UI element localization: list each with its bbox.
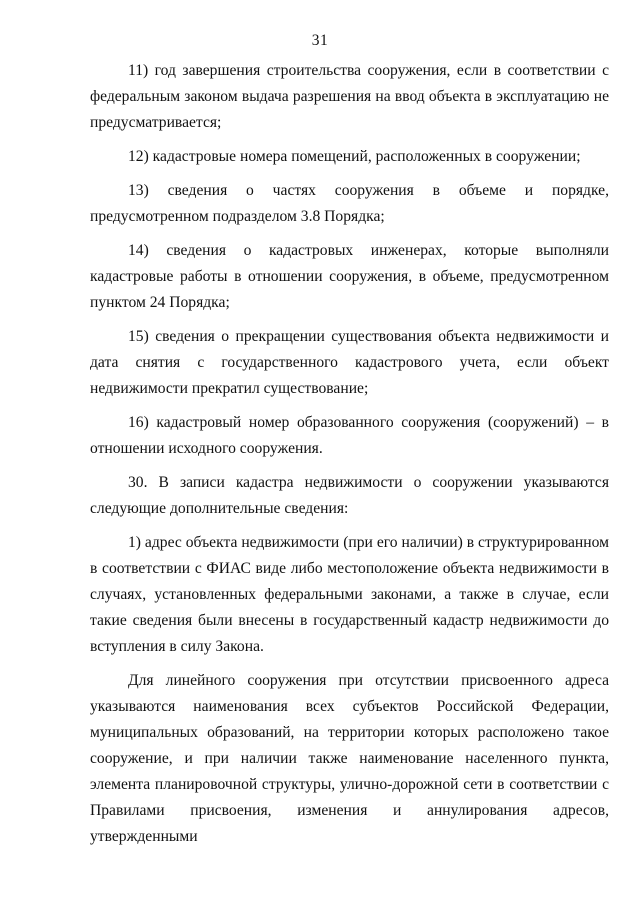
paragraph-linear-structure: Для линейного сооружения при отсутствии присвоенного адреса указываются наименования всех субъектов Российской Федерации, муниципальных образований, на территории которых расположено такое сооружение, и при наличии также наименование населенного пункта, элемента планировочной структуры, улично-дорожной сети в соответствии с Правилами присвоения, изменения и аннулирования адресов, утвержденными [90,672,609,845]
paragraph-item-16: 16) кадастровый номер образованного сооружения (сооружений) – в отношении исходного сооружения. [90,414,609,457]
paragraph-clause-30: 30. В записи кадастра недвижимости о сооружении указываются следующие дополнительные сведения: [90,474,609,517]
paragraph-item-11: 11) год завершения строительства сооружения, если в соответствии с федеральным законом выдача разрешения на ввод объекта в эксплуатацию не предусматривается; [90,62,609,131]
paragraph-item-12: 12) кадастровые номера помещений, расположенных в сооружении; [128,148,581,165]
paragraph-item-15: 15) сведения о прекращении существования объекта недвижимости и дата снятия с государственного кадастрового учета, если объект недвижимости прекратил существование; [90,328,609,397]
paragraph-item-1-address: 1) адрес объекта недвижимости (при его наличии) в структурированном в соответствии с ФИАС виде либо местоположение объекта недвижимости в случаях, установленных федеральными законами, а также в случае, если такие сведения были внесены в государственный кадастр недвижимости до вступления в силу Закона. [90,534,609,655]
paragraph-item-13: 13) сведения о частях сооружения в объеме и порядке, предусмотренном подразделом 3.8 Порядка; [90,182,609,225]
paragraph-item-14: 14) сведения о кадастровых инженерах, которые выполняли кадастровые работы в отношении сооружения, в объеме, предусмотренном пунктом 24 Порядка; [90,242,609,311]
page-number: 31 [311,32,329,49]
document-body [90,58,609,850]
